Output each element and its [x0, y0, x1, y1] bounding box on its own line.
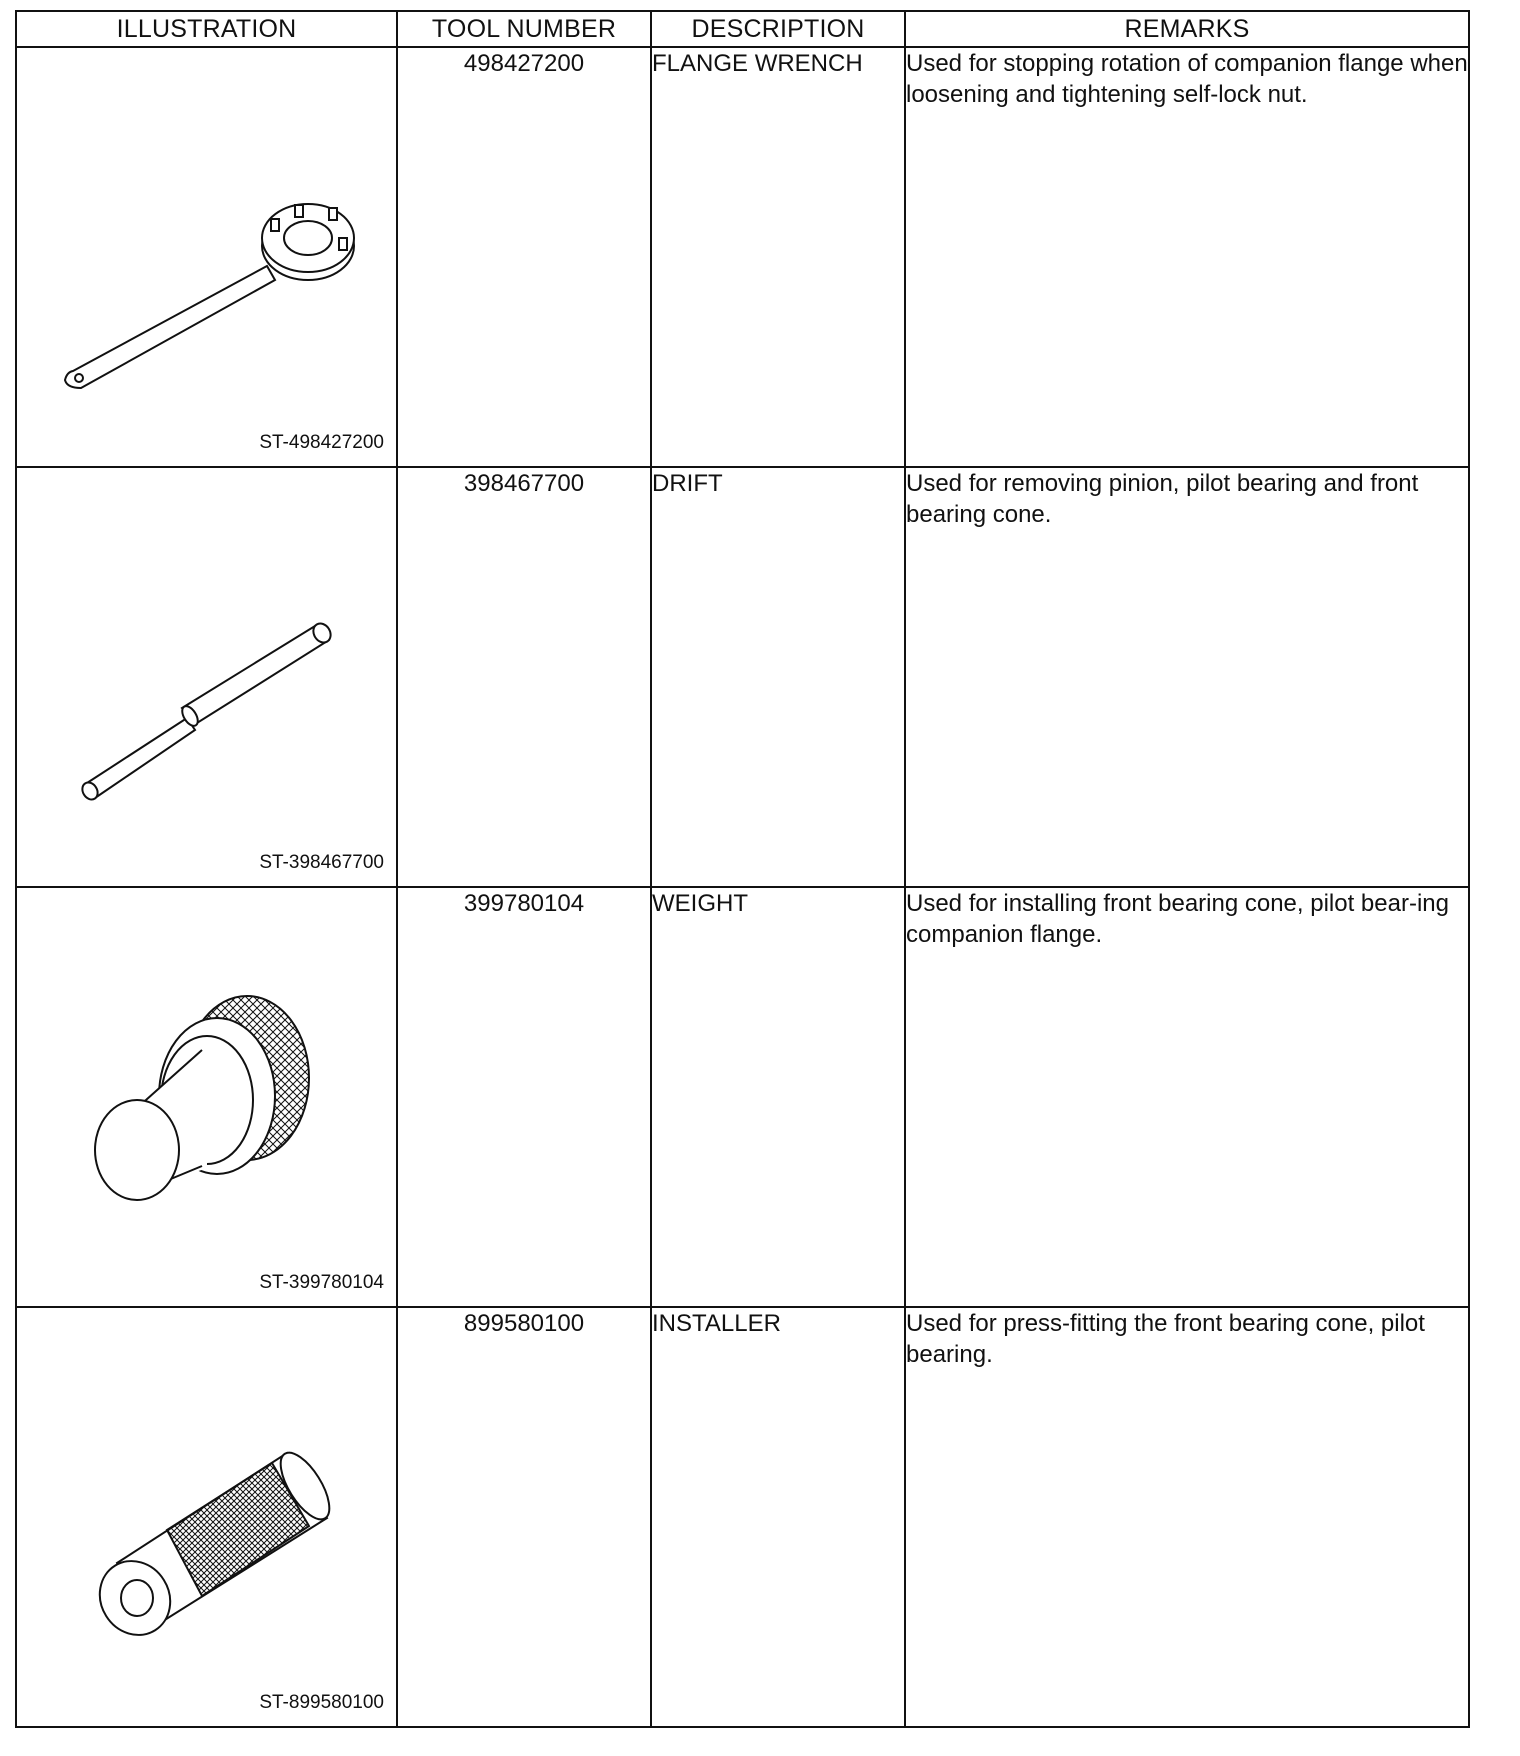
tool-number: 498427200: [397, 47, 651, 467]
table-row: [16, 887, 1469, 1307]
header-row: [16, 11, 1469, 47]
illustration-code: ST-498427200: [259, 432, 384, 453]
tool-remarks: Used for removing pinion, pilot bearing and front bearing cone.: [905, 467, 1469, 887]
tool-remarks: Used for stopping rotation of companion flange when loosening and tightening self-lock nut.: [905, 47, 1469, 467]
tool-description: DRIFT: [651, 467, 905, 887]
table-row: [16, 467, 1469, 887]
table-row: [16, 47, 1469, 467]
header-illustration: ILLUSTRATION: [16, 11, 397, 47]
illustration-code: ST-899580100: [259, 1692, 384, 1713]
special-tools-table: [15, 10, 1470, 1728]
tool-description: WEIGHT: [651, 887, 905, 1307]
illustration-cell: [16, 1307, 397, 1727]
tool-remarks: Used for press-fitting the front bearing cone, pilot bearing.: [905, 1307, 1469, 1727]
drift-icon: [57, 508, 357, 828]
illustration-code: ST-398467700: [259, 852, 384, 873]
tool-number: 399780104: [397, 887, 651, 1307]
tool-description: FLANGE WRENCH: [651, 47, 905, 467]
header-description: DESCRIPTION: [651, 11, 905, 47]
header-remarks: REMARKS: [905, 11, 1469, 47]
flange-wrench-icon: [57, 88, 357, 408]
table-row: [16, 1307, 1469, 1727]
illustration-cell: [16, 47, 397, 467]
tool-description: INSTALLER: [651, 1307, 905, 1727]
installer-icon: [57, 1348, 357, 1668]
tool-number: 398467700: [397, 467, 651, 887]
illustration-cell: [16, 467, 397, 887]
illustration-cell: [16, 887, 397, 1307]
tool-number: 899580100: [397, 1307, 651, 1727]
weight-icon: [57, 928, 357, 1248]
illustration-code: ST-399780104: [259, 1272, 384, 1293]
tool-remarks: Used for installing front bearing cone, pilot bear-ing companion flange.: [905, 887, 1469, 1307]
header-tool-number: TOOL NUMBER: [397, 11, 651, 47]
